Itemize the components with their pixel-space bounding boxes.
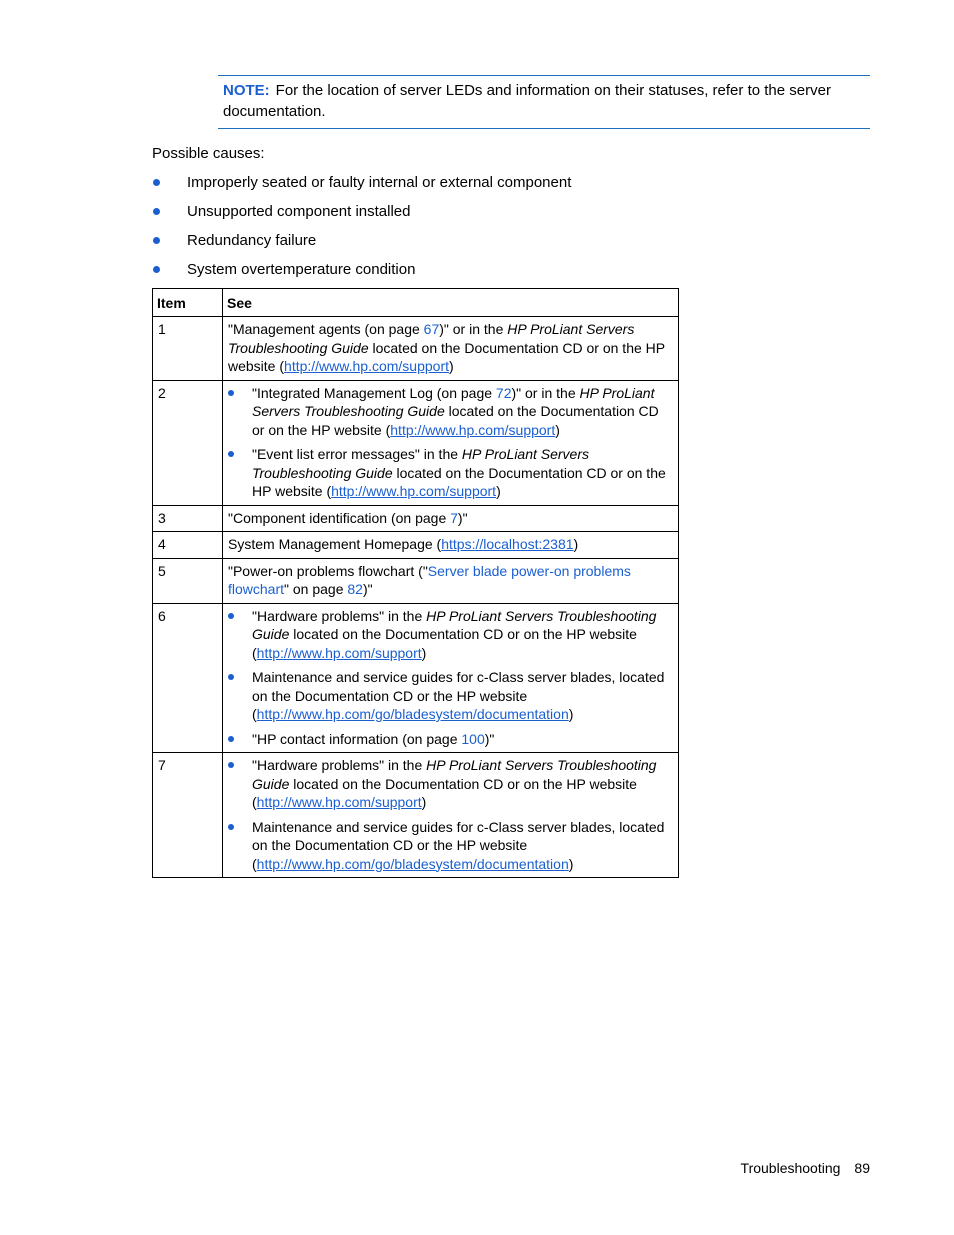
- reference-list-item: [228, 668, 674, 724]
- reference-paragraph: [228, 535, 674, 554]
- url-link[interactable]: http://www.hp.com/support: [390, 421, 556, 438]
- reference-table: [152, 288, 679, 878]
- see-cell: [223, 317, 679, 381]
- reference-text: "Integrated Management Log (on page: [252, 384, 496, 401]
- column-header-see: See: [223, 289, 679, 317]
- reference-text: "Component identification (on page: [228, 509, 451, 526]
- guide-title: HP ProLiant Servers Troubleshooting Guide: [252, 384, 655, 419]
- table-row: [153, 532, 679, 559]
- reference-text: "HP contact information (on page: [252, 730, 462, 747]
- page-reference-link[interactable]: 7: [450, 509, 458, 526]
- reference-text: ): [421, 794, 427, 810]
- reference-text: System Management Homepage (: [228, 536, 442, 552]
- page-reference-link[interactable]: 82: [347, 581, 363, 597]
- table-row: [153, 380, 679, 505]
- column-header-item: Item: [153, 289, 223, 317]
- footer-section-title: Troubleshooting: [740, 1160, 841, 1176]
- reference-text: )" or in the: [511, 384, 580, 401]
- item-number-cell: 5: [153, 558, 223, 603]
- reference-paragraph: [228, 562, 674, 599]
- table-row: [153, 753, 679, 878]
- reference-text: )": [484, 730, 495, 747]
- reference-text: located on the Documentation CD or on the HP website (: [252, 464, 666, 499]
- url-link[interactable]: http://www.hp.com/support: [256, 644, 422, 661]
- reference-list-item: [228, 818, 674, 874]
- reference-text: "Management agents (on page: [228, 321, 424, 337]
- table-row: [153, 505, 679, 532]
- reference-paragraph: [228, 320, 674, 376]
- item-number-cell: 1: [153, 317, 223, 381]
- guide-title: HP ProLiant Servers Troubleshooting Guide: [252, 757, 657, 792]
- cause-text: Unsupported component installed: [187, 203, 411, 220]
- table-row: [153, 603, 679, 753]
- reference-text: ): [421, 644, 427, 661]
- url-link[interactable]: http://www.hp.com/support: [331, 483, 497, 499]
- cause-item: [152, 231, 571, 260]
- reference-text: ): [568, 706, 574, 722]
- bullet-icon: [153, 237, 160, 244]
- reference-text: " on page: [284, 581, 348, 597]
- page-reference-link[interactable]: 72: [495, 384, 512, 401]
- reference-list-item: [228, 445, 674, 501]
- reference-text: )": [362, 581, 373, 597]
- guide-title: HP ProLiant Servers Troubleshooting Guide: [252, 446, 590, 481]
- reference-text: ): [555, 421, 560, 438]
- cause-item: [152, 260, 571, 289]
- item-number-cell: 2: [153, 380, 223, 505]
- reference-list: [228, 756, 674, 873]
- url-link[interactable]: https://localhost:2381: [441, 536, 574, 552]
- see-cell: [223, 532, 679, 559]
- bullet-icon: [228, 613, 234, 619]
- reference-list-item: [228, 384, 674, 440]
- guide-title: HP ProLiant Servers Troubleshooting Guide: [228, 321, 635, 356]
- page-reference-link[interactable]: 100: [461, 730, 485, 747]
- table-row: [153, 558, 679, 603]
- guide-title: HP ProLiant Servers Troubleshooting Guide: [252, 607, 657, 642]
- url-link[interactable]: http://www.hp.com/go/bladesystem/documentation: [256, 706, 569, 722]
- reference-text: Maintenance and service guides for c-Class server blades, located on the Documentation CD or the HP website (: [252, 818, 665, 872]
- reference-text: located on the Documentation CD or on the HP website (: [252, 403, 659, 438]
- reference-text: "Hardware problems" in the: [252, 607, 427, 624]
- bullet-icon: [153, 266, 160, 273]
- reference-list-item: [228, 607, 674, 663]
- reference-text: ): [573, 536, 579, 552]
- reference-text: located on the Documentation CD or on the HP website (: [252, 626, 637, 661]
- bullet-icon: [228, 451, 234, 457]
- reference-text: )" or in the: [439, 321, 508, 337]
- url-link[interactable]: http://www.hp.com/go/bladesystem/documentation: [256, 855, 569, 872]
- bullet-icon: [153, 179, 160, 186]
- reference-text: located on the Documentation CD or on the HP website (: [228, 339, 665, 374]
- reference-paragraph: [228, 509, 674, 528]
- note-label: NOTE:: [223, 82, 270, 99]
- reference-text: ): [496, 483, 501, 499]
- item-number-cell: 4: [153, 532, 223, 559]
- cause-text: System overtemperature condition: [187, 261, 416, 278]
- see-cell: [223, 558, 679, 603]
- reference-list-item: [228, 756, 674, 812]
- cause-item: [152, 202, 571, 231]
- table-body: [153, 317, 679, 878]
- reference-text: "Hardware problems" in the: [252, 757, 427, 773]
- page-number: 89: [854, 1160, 870, 1176]
- reference-text: "Event list error messages" in the: [252, 446, 462, 462]
- cause-text: Improperly seated or faulty internal or external component: [187, 174, 572, 191]
- see-cell: [223, 380, 679, 505]
- bullet-icon: [228, 762, 234, 768]
- cause-text: Redundancy failure: [187, 232, 317, 249]
- page-reference-link[interactable]: Server blade power-on problems flowchart: [228, 562, 631, 597]
- page-reference-link[interactable]: 67: [423, 321, 440, 337]
- bullet-icon: [228, 824, 234, 830]
- note-box: [218, 75, 870, 129]
- item-number-cell: 3: [153, 505, 223, 532]
- see-cell: [223, 505, 679, 532]
- url-link[interactable]: http://www.hp.com/support: [256, 794, 422, 810]
- table-row: [153, 317, 679, 381]
- reference-list-item: [228, 730, 674, 749]
- reference-text: located on the Documentation CD or on the HP website (: [252, 775, 637, 810]
- reference-text: ): [568, 855, 574, 872]
- item-number-cell: 6: [153, 603, 223, 753]
- table-header-row: [153, 289, 679, 317]
- possible-causes-heading: Possible causes:: [152, 145, 265, 162]
- cause-item: [152, 173, 571, 202]
- item-number-cell: 7: [153, 753, 223, 878]
- reference-list: [228, 384, 674, 501]
- causes-list: [152, 173, 571, 289]
- see-cell: [223, 603, 679, 753]
- reference-text: "Power-on problems flowchart (": [228, 562, 428, 579]
- see-cell: [223, 753, 679, 878]
- bullet-icon: [228, 674, 234, 680]
- reference-text: ): [449, 358, 454, 374]
- reference-text: Maintenance and service guides for c-Class server blades, located on the Documentation CD or the HP website (: [252, 669, 665, 722]
- url-link[interactable]: http://www.hp.com/support: [284, 358, 449, 374]
- bullet-icon: [153, 208, 160, 215]
- bullet-icon: [228, 736, 234, 742]
- note-text: For the location of server LEDs and information on their statuses, refer to the server documentation.: [223, 82, 831, 120]
- reference-text: )": [457, 509, 468, 526]
- page-footer: [741, 1158, 870, 1178]
- reference-list: [228, 607, 674, 749]
- bullet-icon: [228, 390, 234, 396]
